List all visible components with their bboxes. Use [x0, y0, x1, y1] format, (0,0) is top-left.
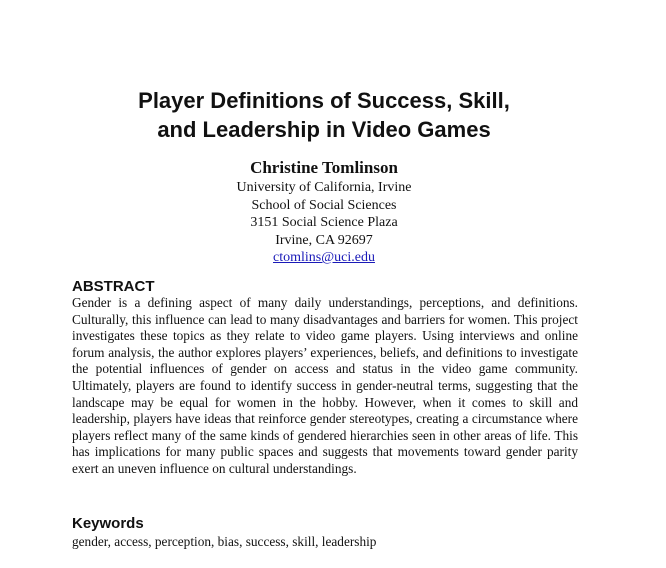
author-block [0, 157, 648, 267]
abstract-text: Gender is a defining aspect of many daily understandings, perceptions, and definitions. Culturally, this influence can lead to many disadvantages and barriers for women. This project investigates these topics as they relate to video game players. Using interviews and online forum analysis, the author explores players’ experiences, beliefs, and definitions to investigate the potential influences of gender on access and status in the video game community. Ultimately, players are found to identify success in gender-neutral terms, suggesting that the landscape may be equal for women in the hobby. However, when it comes to skill and leadership, players have ideas that reinforce gender stereotypes, creating a circumstance where players reflect many of the same kinds of gendered hierarchies seen in other areas of life. This has implications for many public spaces and suggests that movements toward gender parity exert an uneven influence on cultural understandings. [72, 295, 578, 476]
author-name: Christine Tomlinson [250, 158, 398, 177]
keywords-text: gender, access, perception, bias, success, skill, leadership [72, 534, 377, 549]
affiliation-address: 3151 Social Science Plaza [250, 215, 398, 230]
title-line-1: Player Definitions of Success, Skill, [138, 88, 510, 113]
title-line-2: and Leadership in Video Games [157, 117, 491, 142]
author-email-line [0, 249, 648, 267]
paper-title [0, 86, 648, 144]
affiliation-city: Irvine, CA 92697 [275, 232, 373, 248]
affiliation-university: University of California, Irvine [236, 180, 412, 195]
keywords-heading: Keywords [72, 515, 144, 532]
author-email-link[interactable]: ctomlins@uci.edu [273, 250, 375, 265]
affiliation-school: School of Social Sciences [251, 197, 397, 213]
abstract-heading: ABSTRACT [72, 278, 155, 295]
